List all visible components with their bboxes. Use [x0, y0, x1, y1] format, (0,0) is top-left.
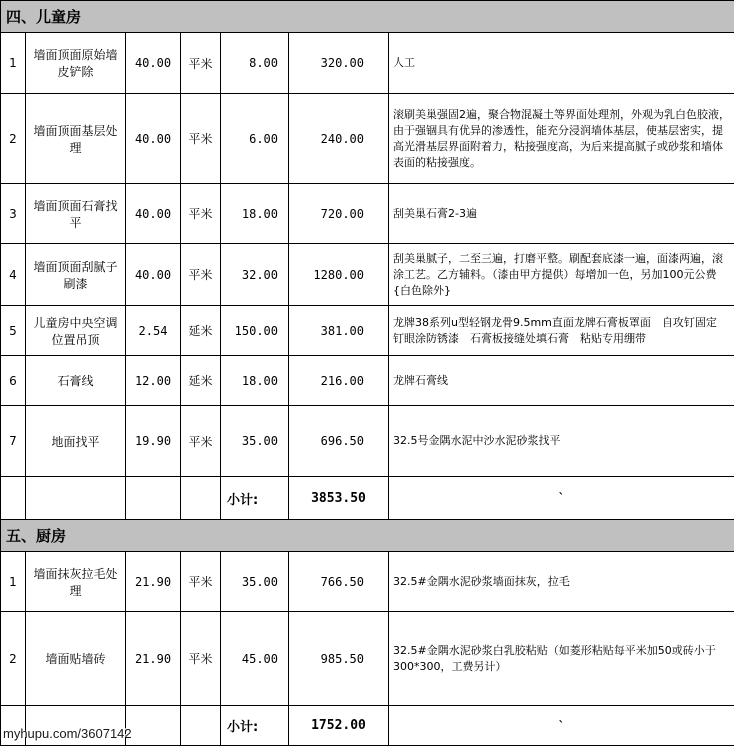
item-quantity: 12.00 — [126, 356, 181, 406]
table-row — [1, 33, 734, 94]
item-total: 216.00 — [289, 356, 389, 406]
item-total: 766.50 — [289, 552, 389, 612]
item-unit-price: 18.00 — [221, 184, 289, 244]
item-quantity: 2.54 — [126, 306, 181, 356]
row-number: 7 — [1, 406, 26, 477]
item-name: 墙面贴墙砖 — [26, 612, 126, 706]
empty-cell — [181, 477, 221, 520]
row-number: 2 — [1, 612, 26, 706]
item-unit: 延米 — [181, 306, 221, 356]
item-total: 240.00 — [289, 94, 389, 184]
empty-cell — [126, 477, 181, 520]
item-total: 720.00 — [289, 184, 389, 244]
table-row — [1, 356, 734, 406]
row-number: 2 — [1, 94, 26, 184]
subtotal-note: ` — [389, 706, 734, 746]
item-unit: 平米 — [181, 552, 221, 612]
item-total: 1280.00 — [289, 244, 389, 306]
item-unit: 平米 — [181, 612, 221, 706]
item-description: 龙牌石膏线 — [389, 356, 734, 406]
section-header-kitchen — [1, 520, 734, 552]
item-quantity: 40.00 — [126, 244, 181, 306]
item-name: 墙面顶面石膏找平 — [26, 184, 126, 244]
watermark-text: myhupu.com/3607142 — [3, 726, 132, 741]
item-name: 石膏线 — [26, 356, 126, 406]
item-quantity: 21.90 — [126, 552, 181, 612]
row-number: 1 — [1, 33, 26, 94]
item-description: 人工 — [389, 33, 734, 94]
empty-cell — [126, 706, 181, 746]
item-unit-price: 8.00 — [221, 33, 289, 94]
item-unit-price: 35.00 — [221, 406, 289, 477]
subtotal-note: ` — [389, 477, 734, 520]
subtotal-label: 小计: — [221, 477, 289, 520]
subtotal-value: 3853.50 — [289, 477, 389, 520]
item-description: 刮美巢石膏2-3遍 — [389, 184, 734, 244]
item-unit: 平米 — [181, 406, 221, 477]
item-name: 墙面顶面基层处理 — [26, 94, 126, 184]
table-row — [1, 306, 734, 356]
row-number: 5 — [1, 306, 26, 356]
item-total: 381.00 — [289, 306, 389, 356]
row-number: 1 — [1, 552, 26, 612]
item-name: 地面找平 — [26, 406, 126, 477]
item-description: 刮美巢腻子，二至三遍，打磨平整。刷配套底漆一遍，面漆两遍，滚涂工艺。乙方辅料。（漆由甲方提供）每增加一色，另加100元公费 {白色除外} — [389, 244, 734, 306]
item-description: 32.5#金隅水泥砂浆墙面抹灰，拉毛 — [389, 552, 734, 612]
item-description: 滚刷美巢强固2遍，聚合物混凝土等界面处理剂，外观为乳白色胶液，由于强锢具有优异的渗透性，能充分浸润墙体基层，使基层密实，提高光滑基层界面附着力，粘接强度高，为后来提高腻子或砂浆和墙体表面的粘接强度。 — [389, 94, 734, 184]
item-unit: 平米 — [181, 33, 221, 94]
row-number: 6 — [1, 356, 26, 406]
section-header-kids-room — [1, 1, 734, 33]
subtotal-label: 小计: — [221, 706, 289, 746]
item-total: 985.50 — [289, 612, 389, 706]
item-description: 龙牌38系列u型轻钢龙骨9.5mm直面龙牌石膏板罩面 自攻钉固定 钉眼涂防锈漆 石膏板接缝处填石膏 粘贴专用绷带 — [389, 306, 734, 356]
empty-cell — [1, 477, 26, 520]
item-name: 儿童房中央空调位置吊顶 — [26, 306, 126, 356]
empty-cell — [26, 477, 126, 520]
item-quantity: 40.00 — [126, 33, 181, 94]
table-row — [1, 406, 734, 477]
item-name: 墙面顶面刮腻子刷漆 — [26, 244, 126, 306]
table-row — [1, 612, 734, 706]
table-row — [1, 552, 734, 612]
row-number: 4 — [1, 244, 26, 306]
item-quantity: 40.00 — [126, 184, 181, 244]
item-quantity: 21.90 — [126, 612, 181, 706]
item-unit-price: 150.00 — [221, 306, 289, 356]
item-unit-price: 18.00 — [221, 356, 289, 406]
item-unit-price: 35.00 — [221, 552, 289, 612]
item-description: 32.5#金隅水泥砂浆白乳胶粘贴（如菱形粘贴每平米加50或砖小于300*300，工费另计） — [389, 612, 734, 706]
section-title: 五、厨房 — [1, 520, 734, 552]
item-name: 墙面抹灰拉毛处理 — [26, 552, 126, 612]
item-unit-price: 32.00 — [221, 244, 289, 306]
item-description: 32.5号金隅水泥中沙水泥砂浆找平 — [389, 406, 734, 477]
item-unit: 平米 — [181, 94, 221, 184]
item-name: 墙面顶面原始墙皮铲除 — [26, 33, 126, 94]
item-unit-price: 45.00 — [221, 612, 289, 706]
item-unit-price: 6.00 — [221, 94, 289, 184]
row-number: 3 — [1, 184, 26, 244]
section-title: 四、儿童房 — [1, 1, 734, 33]
item-unit: 延米 — [181, 356, 221, 406]
table-row — [1, 184, 734, 244]
table-row — [1, 244, 734, 306]
item-quantity: 40.00 — [126, 94, 181, 184]
item-total: 320.00 — [289, 33, 389, 94]
subtotal-value: 1752.00 — [289, 706, 389, 746]
item-quantity: 19.90 — [126, 406, 181, 477]
item-unit: 平米 — [181, 244, 221, 306]
table-row — [1, 94, 734, 184]
item-total: 696.50 — [289, 406, 389, 477]
subtotal-row — [1, 477, 734, 520]
empty-cell — [181, 706, 221, 746]
item-unit: 平米 — [181, 184, 221, 244]
